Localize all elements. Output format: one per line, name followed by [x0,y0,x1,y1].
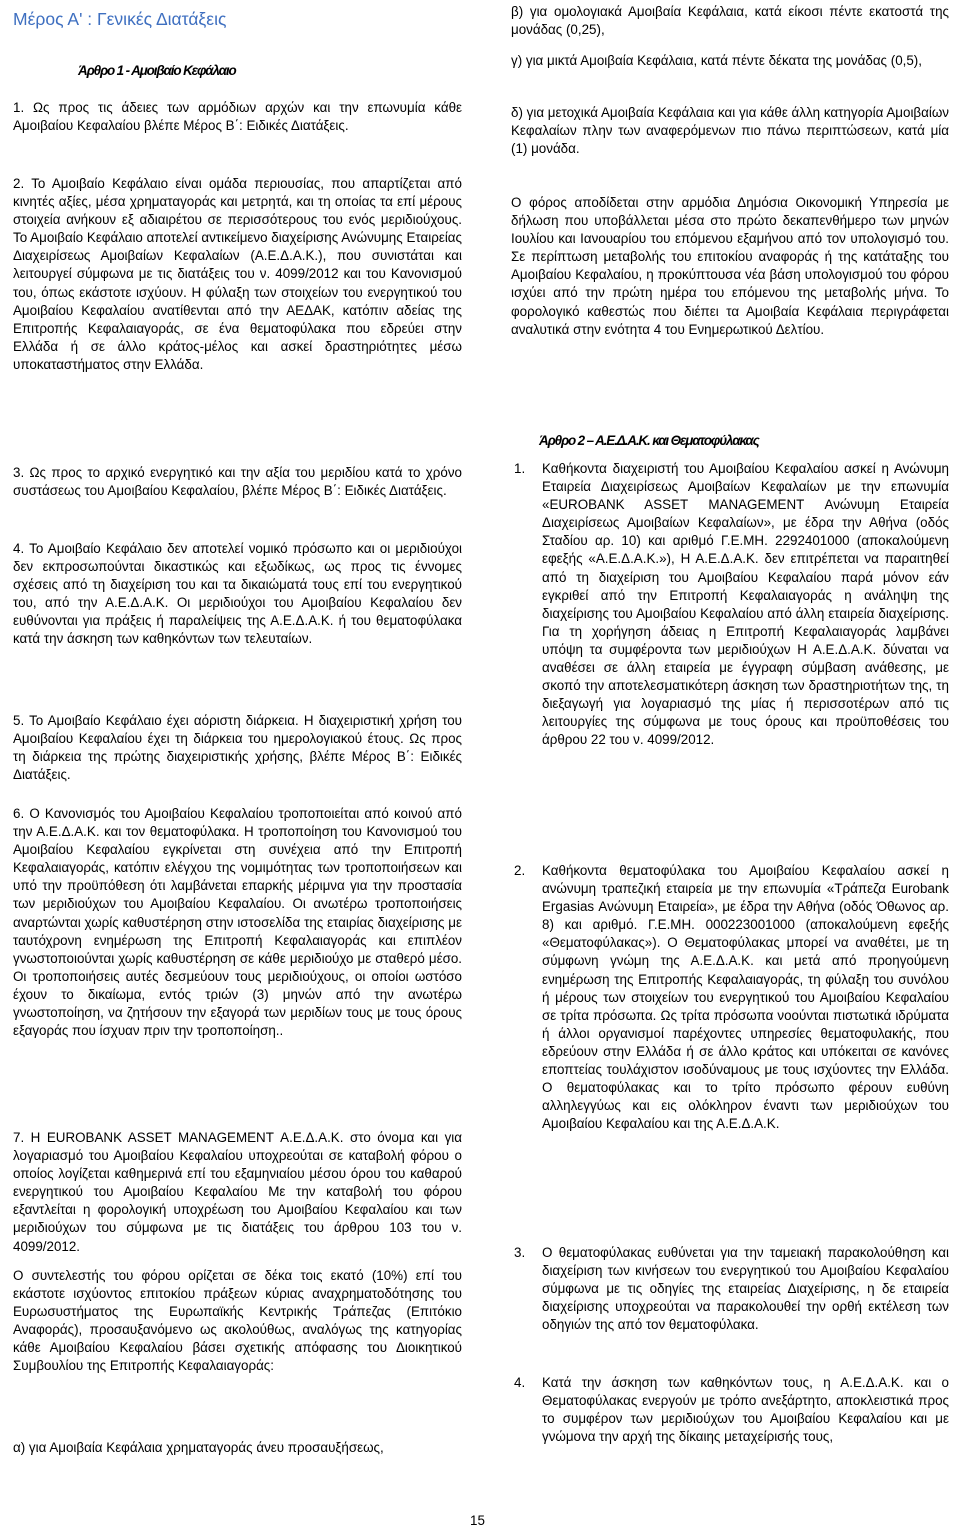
left-paragraph-5: 5. Το Αμοιβαίο Κεφάλαιο έχει αόριστη διάρκεια. Η διαχειριστική χρήση του Αμοιβαίου Κεφαλαίου έχει τη διάρκεια του ημερολογιακού έτους. Ως προς τη διάρκεια της πρώτης διαχειριστικής χρήσης, βλέπε Μέρος Β΄: Ειδικές Διατάξεις. [13,713,462,783]
item-text: Ο θεματοφύλακας ευθύνεται για την ταμειακή παρακολούθηση και διαχείριση των κινήσεων του ενεργητικού του Αμοιβαίου Κεφαλαίου σύμφωνα με τις οδηγίες της εταιρείας Διαχείρισης, η δε εταιρεία διαχείρισης υποχρεούται να παρακολουθεί την ορθή εκτέλεση των οδηγιών της από τον θεματοφύλακα. [542,1245,949,1333]
item-number: 2. [514,863,526,878]
right-paragraph-3: δ) για μετοχικά Αμοιβαία Κεφάλαια και για κάθε άλλη κατηγορία Αμοιβαίων Κεφαλαίων πλην των αναφερόμενων πιο πάνω περιπτώσεων, κατά μία (1) μονάδα. [511,105,949,157]
item-text: Κατά την άσκηση των καθηκόντων τους, η Α.Ε.Δ.Α.Κ. και ο Θεματοφύλακας ενεργούν με τρόπο ανεξάρτητο, αποκλειστικά προς το συμφέρον των μεριδιούχων του Αμοιβαίου Κεφαλαίου και με γνώμονα την αρχή της δίκαιης μεταχείρισής τους, [542,1375,949,1445]
left-paragraph-4: 4. Το Αμοιβαίο Κεφάλαιο δεν αποτελεί νομικό πρόσωπο και οι μεριδιούχοι δεν εκπροσωπούνται δικαστικώς και εξωδίκως, ως προς τις έννομες σχέσεις από τη διαχείριση του και τα δικαιώματά τους επί του ενεργητικού του, από την Α.Ε.Δ.Α.Κ. Οι μεριδιούχοι του Αμοιβαίου Κεφαλαίου δεν ευθύνονται για πράξεις ή παραλείψεις της Α.Ε.Δ.Α.Κ. ή του θεματοφύλακα κατά την άσκηση των καθηκόντων των τελευταίων. [13,541,462,647]
right-paragraph-4: Ο φόρος αποδίδεται στην αρμόδια Δημόσια Οικονομική Υπηρεσία με δήλωση που υποβάλλεται μέσα στο πρώτο δεκαπενθήμερο των μηνών Ιουλίου και Ιανουαρίου του επόμενου εξαμήνου από τον υπολογισμό του. Σε περίπτωση μεταβολής του επιτοκίου αναφοράς ή της κατάταξης του Αμοιβαίου Κεφαλαίου, η προκύπτουσα νέα βάση υπολογισμού του φόρου ισχύει από την πρώτη ημέρα του επόμενου της μεταβολής μήνα. Το φορολογικό καθεστώς που διέπει τα Αμοιβαία Κεφάλαια περιγράφεται αναλυτικά στην ενότητα 4 του Ενημερωτικού Δελτίου. [511,195,949,337]
item-text: Καθήκοντα διαχειριστή του Αμοιβαίου Κεφαλαίου ασκεί η Ανώνυμη Εταιρεία Διαχειρίσεως Αμοιβαίων Κεφαλαίων με την επωνυμία «EUROBANK ASSET MANAGEMENT Ανώνυμη Εταιρεία Διαχειρίσεως Αμοιβαίων Κεφαλαίων», με έδρα την Αθήνα (οδός Σταδίου αρ. 10) και αριθμό Γ.Ε.ΜΗ. 2292401000 (αποκαλούμενη εφεξής «Α.Ε.Δ.Α.Κ.»), Η Α.Ε.Δ.Α.Κ. δεν επιτρέπεται να παραιτηθεί από τη διαχείριση του Αμοιβαίου Κεφαλαίου παρά μόνον εάν εγκριθεί από την Επιτροπή Κεφαλαιαγοράς η ανάληψη της διαχείρισης του Αμοιβαίου Κεφαλαίου από άλλη εταιρεία διαχείρισης. Για τη χορήγηση άδειας η Επιτροπή Κεφαλαιαγοράς λαμβάνει υπόψη τα συμφέροντα των μεριδιούχων Η Α.Ε.Δ.Α.Κ. δύναται να αναθέσει σε άλλη εταιρεία με έγγραφη σύμβαση ανάθεσης, με σκοπό την αποτελεσματικότερη άσκηση των δραστηριοτήτων της, τη διεξαγωγή για λογαριασμό της μίας ή περισσοτέρων από τις λειτουργίες της σύμφωνα με τους όρους και προϋποθέσεις του άρθρου 22 του ν. 4099/2012. [542,461,949,748]
article-1-title: Άρθρο 1 - Αμοιβαίο Κεφάλαιο [78,63,236,78]
item-number: 1. [514,461,526,476]
left-paragraph-7: 7. Η EUROBANK ASSET MANAGEMENT Α.Ε.Δ.Α.Κ. στο όνομα και για λογαριασμό του Αμοιβαίου Κεφαλαίου υποχρεούται σε καταβολή φόρου ο οποίος λογίζεται καθημερινά επί του εξαμηνιαίου μέσου όρου του καθαρού ενεργητικού του Αμοιβαίου Κεφαλαίου Με την καταβολή του φόρου εξαντλείται η φορολογική υποχρέωση του Αμοιβαίου Κεφαλαίου και των μεριδιούχων του σύμφωνα με τις διατάξεις του άρθρου 103 του ν. 4099/2012. [13,1130,462,1254]
article-2-title: Άρθρο 2 – Α.Ε.Δ.Α.Κ. και Θεματοφύλακας [539,433,759,448]
part-title: Μέρος Α' : Γενικές Διατάξεις [13,9,227,29]
right-paragraph-1: β) για ομολογιακά Αμοιβαία Κεφάλαια, κατά είκοσι πέντε εκατοστά της μονάδας (0,25), [511,4,949,38]
left-paragraph-1: 1. Ως προς τις άδειες των αρμόδιων αρχών και την επωνυμία κάθε Αμοιβαίου Κεφαλαίου βλέπε Μέρος Β΄: Ειδικές Διατάξεις. [13,100,462,134]
item-number: 4. [514,1375,526,1390]
item-text: Καθήκοντα θεματοφύλακα του Αμοιβαίου Κεφαλαίου ασκεί η ανώνυμη τραπεζική εταιρεία με την επωνυμία «Τράπεζα Eurobank Ergasias Ανώνυμη Εταιρεία», με έδρα την Αθήνα (οδός Όθωνος αρ. 8) και αριθμό. Γ.Ε.ΜΗ. 000223001000 (αποκαλούμενη εφεξής «Θεματοφύλακας»). Ο Θεματοφύλακας μπορεί να αναθέτει, με τη σύμφωνη γνώμη της Α.Ε.Δ.Α.Κ. και μετά από προηγούμενη ενημέρωση της Επιτροπής Κεφαλαιαγοράς, τη φύλαξη του συνόλου ή μέρους των στοιχείων του ενεργητικού του Αμοιβαίου Κεφαλαίου σε τρίτα πρόσωπα. Ως τρίτα πρόσωπα νοούνται πιστωτικά ιδρύματα ή άλλοι οργανισμοί παρέχοντες υπηρεσίες θεματοφυλακής, που εδρεύουν στην Ελλάδα ή σε άλλο κράτος και υπόκειται σε κανόνες εποπτείας τουλάχιστον ισοδύναμους με τους ισχύοντες την Ελλάδα. Ο θεματοφύλακας και το τρίτο πρόσωπο φέρουν ευθύνη αλληλεγγύως και εις ολόκληρον έναντι των μεριδιούχων του Αμοιβαίου Κεφαλαίου και της Α.Ε.Δ.Α.Κ. [542,863,949,1132]
left-paragraph-9: α) για Αμοιβαία Κεφάλαια χρηματαγοράς άνευ προσαυξήσεως, [13,1440,384,1455]
left-paragraph-6: 6. Ο Κανονισμός του Αμοιβαίου Κεφαλαίου τροποποιείται από κοινού από την Α.Ε.Δ.Α.Κ. και τον θεματοφύλακα. Η τροποποίηση του Κανονισμού του Αμοιβαίου Κεφαλαίου εγκρίνεται στη συνέχεια από την Επιτροπή Κεφαλαιαγοράς, κατόπιν ελέγχου της νομιμότητας των τροποποιήσεων και υπό την προϋπόθεση ότι λαμβάνεται επαρκής μέριμνα για την προστασία των μεριδιούχων του Αμοιβαίου Κεφαλαίου. Οι ανωτέρω τροποποιήσεις αναρτώνται χωρίς καθυστέρηση στην ιστοσελίδα της εταιρίας διαχείρισης με ταυτόχρονη ενημέρωση της Επιτροπή Κεφαλαιαγοράς και επιπλέον γνωστοποιούνται χωρίς καθυστέρηση σε κάθε μεριδιούχο με σταθερό μέσο. Οι τροποποιήσεις αυτές δεσμεύουν τους μεριδιούχους, οι οποίοι ωστόσο έχουν το δικαίωμα, εντός τριών (3) μηνών από την ανωτέρω γνωστοποίηση, να ζητήσουν την εξαγορά των μεριδίων τους με τους όρους εξαγοράς που ίσχυαν πριν την τροποποίηση.. [13,806,462,1039]
left-paragraph-3: 3. Ως προς το αρχικό ενεργητικό και την αξία του μεριδίου κατά το χρόνο συστάσεως του Αμοιβαίου Κεφαλαίου, βλέπε Μέρος Β΄: Ειδικές Διατάξεις. [13,465,462,499]
right-paragraph-2: γ) για μικτά Αμοιβαία Κεφάλαια, κατά πέντε δέκατα της μονάδας (0,5), [511,53,922,68]
left-paragraph-2: 2. Το Αμοιβαίο Κεφάλαιο είναι ομάδα περιουσίας, που απαρτίζεται από κινητές αξίες, μέσα χρηματαγοράς και μετρητά, και τη οποίας τα επί μέρους στοιχεία ανήκουν εξ αδιαιρέτου σε περισσότερους του ενός μεριδιούχους. Το Αμοιβαίο Κεφάλαιο αποτελεί αντικείμενο διαχείρισης Ανώνυμης Εταιρείας Διαχειρίσεως Αμοιβαίων Κεφαλαίων (Α.Ε.Δ.Α.Κ.), που συνιστάται και λειτουργεί σύμφωνα με τις διατάξεις του ν. 4099/2012 και του Κανονισμού του, όπως εκάστοτε ισχύουν. Η φύλαξη των στοιχείων του ενεργητικού του Αμοιβαίου Κεφαλαίου ανατίθενται από την ΑΕΔΑΚ, κατόπιν αδείας της Επιτροπής Κεφαλαιαγοράς, σε ένα θεματοφύλακα που εδρεύει στην Ελλάδα ή σε άλλο κράτος-μέλος και ασκεί δραστηριότητες μέσω υποκαταστήματος στην Ελλάδα. [13,176,462,372]
item-number: 3. [514,1245,526,1260]
page-number: 15 [470,1513,485,1528]
left-paragraph-8: Ο συντελεστής του φόρου ορίζεται σε δέκα τοις εκατό (10%) επί του εκάστοτε ισχύοντος επιτοκίου πράξεων κύριας αναχρηματοδότησης του Ευρωσυστήματος της Ευρωπαϊκής Κεντρικής Τράπεζας (Επιτόκιο Αναφοράς), προσαυξανόμενο ως ακολούθως, αναλόγως της κατηγορίας κάθε Αμοιβαίου Κεφαλαίου βάσει σχετικής απόφασης του Διοικητικού Συμβουλίου της Επιτροπής Κεφαλαιαγοράς: [13,1268,462,1374]
